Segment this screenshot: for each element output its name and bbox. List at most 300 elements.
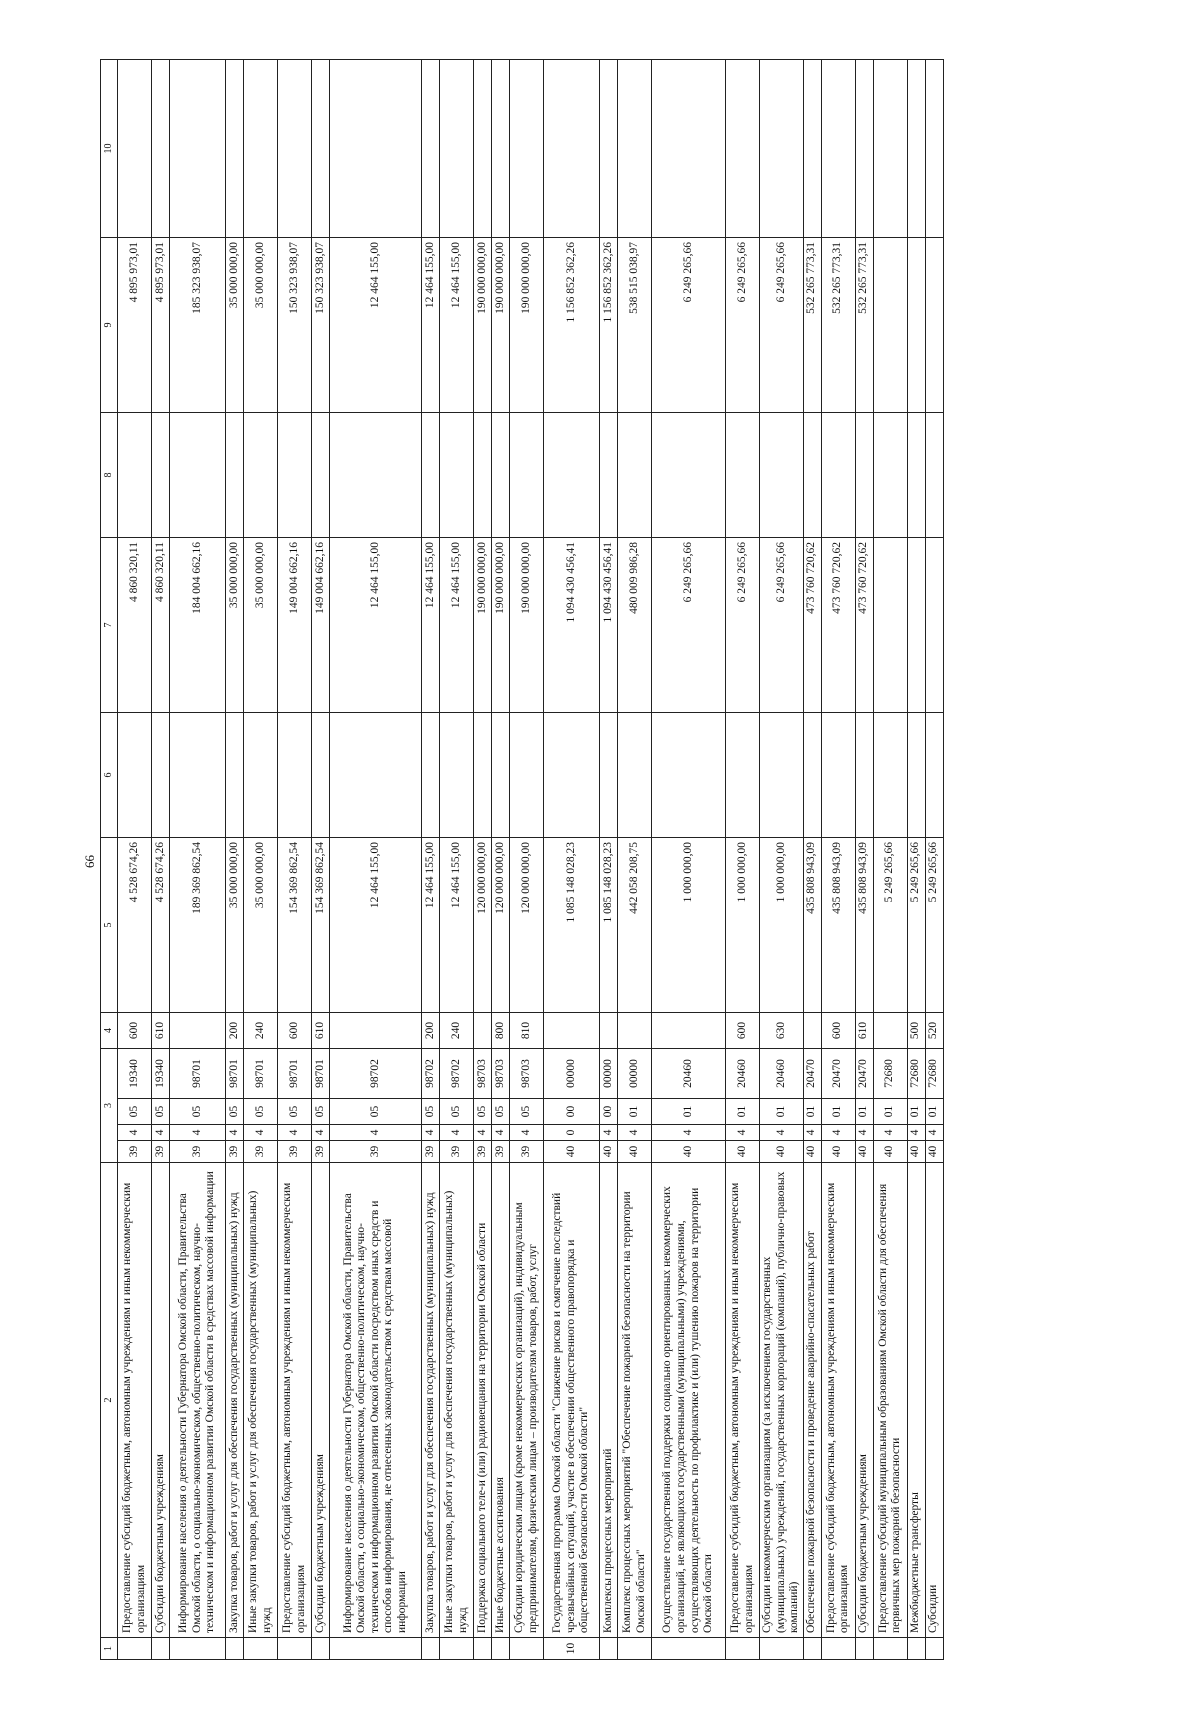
amount-col9: 4 895 973,01 bbox=[118, 238, 152, 413]
amount-col7: 1 094 430 456,41 bbox=[544, 538, 600, 713]
code-subprogram: 05 bbox=[278, 1099, 312, 1125]
row-name: Иные закупки товаров, работ и услуг для обеспечения государственных (муниципальных) нужд bbox=[440, 1163, 474, 1638]
amount-col5: 5 249 265,66 bbox=[873, 838, 907, 1013]
code-subprogram: 05 bbox=[244, 1099, 278, 1125]
row-number bbox=[474, 1638, 492, 1660]
code-type: 4 bbox=[312, 1125, 330, 1141]
code-subprogram: 05 bbox=[510, 1099, 544, 1125]
code-subprogram: 01 bbox=[652, 1099, 726, 1125]
code-type: 4 bbox=[422, 1125, 440, 1141]
row-name: Информирование населения о деятельности Губернатора Омской области, Правительства Омской области, о социально-экономическом, общественно-политическом, научно-техническом и информационном развитии Омской области посредством иных средств и способов информирования, не отнесенных законодательством к средствам массовой информации bbox=[330, 1163, 422, 1638]
header-cell: 10 bbox=[101, 60, 118, 238]
amount-col6 bbox=[873, 713, 907, 838]
amount-col10 bbox=[278, 60, 312, 238]
budget-table bbox=[100, 59, 944, 1660]
row-name: Субсидии bbox=[925, 1163, 943, 1638]
row-name: Закупка товаров, работ и услуг для обеспечения государственных (муниципальных) нужд bbox=[226, 1163, 244, 1638]
amount-col10 bbox=[474, 60, 492, 238]
amount-col7: 473 760 720,62 bbox=[803, 538, 821, 713]
amount-col8 bbox=[422, 413, 440, 538]
row-number bbox=[440, 1638, 474, 1660]
row-name: Предоставление субсидий бюджетным, автономным учреждениям и иным некоммерческим организациям bbox=[118, 1163, 152, 1638]
table-row bbox=[170, 60, 226, 1660]
table-body bbox=[101, 60, 944, 1660]
amount-col9: 150 323 938,07 bbox=[312, 238, 330, 413]
amount-col10 bbox=[226, 60, 244, 238]
table-row bbox=[855, 60, 873, 1660]
amount-col6 bbox=[726, 713, 760, 838]
amount-col10 bbox=[118, 60, 152, 238]
row-name: Субсидии юридическим лицам (кроме некоммерческих организаций), индивидуальным предпринимателям, физическим лицам – производителям товаров, работ, услуг bbox=[510, 1163, 544, 1638]
row-name: Обеспечение пожарной безопасности и проведение аварийно-спасательных работ bbox=[803, 1163, 821, 1638]
code-program: 39 bbox=[226, 1141, 244, 1163]
amount-col7: 149 004 662,16 bbox=[278, 538, 312, 713]
amount-col9: 532 265 773,31 bbox=[821, 238, 855, 413]
code-type: 4 bbox=[618, 1125, 652, 1141]
amount-col6 bbox=[118, 713, 152, 838]
amount-col7: 190 000 000,00 bbox=[492, 538, 510, 713]
table-row bbox=[510, 60, 544, 1660]
code-type: 4 bbox=[600, 1125, 618, 1141]
amount-col8 bbox=[544, 413, 600, 538]
amount-col7: 12 464 155,00 bbox=[440, 538, 474, 713]
amount-col9: 190 000 000,00 bbox=[492, 238, 510, 413]
amount-col8 bbox=[492, 413, 510, 538]
row-number bbox=[492, 1638, 510, 1660]
code-direction: 98701 bbox=[278, 1049, 312, 1099]
amount-col9: 185 323 938,07 bbox=[170, 238, 226, 413]
code-direction: 98703 bbox=[510, 1049, 544, 1099]
amount-col8 bbox=[907, 413, 925, 538]
code-direction: 98702 bbox=[330, 1049, 422, 1099]
amount-col5: 1 085 148 028,23 bbox=[600, 838, 618, 1013]
amount-col6 bbox=[492, 713, 510, 838]
amount-col9 bbox=[925, 238, 943, 413]
amount-col6 bbox=[544, 713, 600, 838]
amount-col6 bbox=[312, 713, 330, 838]
amount-col5: 120 000 000,00 bbox=[474, 838, 492, 1013]
amount-col5: 35 000 000,00 bbox=[226, 838, 244, 1013]
code-expense-type: 600 bbox=[726, 1013, 760, 1049]
amount-col8 bbox=[330, 413, 422, 538]
row-name: Субсидии бюджетным учреждениям bbox=[152, 1163, 170, 1638]
table-row bbox=[118, 60, 152, 1660]
header-cell: 2 bbox=[101, 1163, 118, 1638]
amount-col8 bbox=[278, 413, 312, 538]
code-type: 4 bbox=[821, 1125, 855, 1141]
code-program: 40 bbox=[760, 1141, 804, 1163]
code-program: 40 bbox=[855, 1141, 873, 1163]
amount-col5: 442 058 208,75 bbox=[618, 838, 652, 1013]
page-number: 66 bbox=[82, 855, 97, 868]
code-direction: 98701 bbox=[170, 1049, 226, 1099]
table-row bbox=[600, 60, 618, 1660]
row-number bbox=[510, 1638, 544, 1660]
amount-col9: 190 000 000,00 bbox=[474, 238, 492, 413]
amount-col9 bbox=[873, 238, 907, 413]
code-type: 4 bbox=[510, 1125, 544, 1141]
budget-table-sheet bbox=[100, 60, 1144, 1660]
code-direction: 00000 bbox=[618, 1049, 652, 1099]
code-type: 4 bbox=[152, 1125, 170, 1141]
code-program: 39 bbox=[422, 1141, 440, 1163]
header-row bbox=[101, 60, 118, 1660]
amount-col10 bbox=[510, 60, 544, 238]
code-expense-type: 610 bbox=[855, 1013, 873, 1049]
row-number bbox=[726, 1638, 760, 1660]
code-type: 4 bbox=[925, 1125, 943, 1141]
code-program: 39 bbox=[170, 1141, 226, 1163]
amount-col10 bbox=[170, 60, 226, 238]
amount-col10 bbox=[440, 60, 474, 238]
amount-col10 bbox=[600, 60, 618, 238]
row-number bbox=[855, 1638, 873, 1660]
code-expense-type bbox=[474, 1013, 492, 1049]
amount-col5: 120 000 000,00 bbox=[492, 838, 510, 1013]
code-direction: 98703 bbox=[492, 1049, 510, 1099]
amount-col9: 12 464 155,00 bbox=[440, 238, 474, 413]
code-subprogram: 01 bbox=[873, 1099, 907, 1125]
amount-col5: 5 249 265,66 bbox=[925, 838, 943, 1013]
header-cell: 3 bbox=[101, 1049, 118, 1163]
code-direction: 20460 bbox=[726, 1049, 760, 1099]
row-number bbox=[600, 1638, 618, 1660]
amount-col7: 12 464 155,00 bbox=[330, 538, 422, 713]
code-expense-type: 600 bbox=[278, 1013, 312, 1049]
code-direction: 19340 bbox=[118, 1049, 152, 1099]
code-subprogram: 05 bbox=[170, 1099, 226, 1125]
amount-col8 bbox=[152, 413, 170, 538]
row-number bbox=[226, 1638, 244, 1660]
amount-col9: 532 265 773,31 bbox=[803, 238, 821, 413]
code-expense-type: 610 bbox=[152, 1013, 170, 1049]
row-name: Субсидии бюджетным учреждениям bbox=[312, 1163, 330, 1638]
amount-col8 bbox=[726, 413, 760, 538]
code-subprogram: 01 bbox=[925, 1099, 943, 1125]
code-direction: 20460 bbox=[652, 1049, 726, 1099]
code-expense-type bbox=[330, 1013, 422, 1049]
table-row bbox=[821, 60, 855, 1660]
code-subprogram: 05 bbox=[474, 1099, 492, 1125]
amount-col6 bbox=[618, 713, 652, 838]
code-type: 4 bbox=[244, 1125, 278, 1141]
row-name: Закупка товаров, работ и услуг для обеспечения государственных (муниципальных) нужд bbox=[422, 1163, 440, 1638]
amount-col7: 184 004 662,16 bbox=[170, 538, 226, 713]
amount-col7: 473 760 720,62 bbox=[821, 538, 855, 713]
code-subprogram: 05 bbox=[152, 1099, 170, 1125]
row-number bbox=[652, 1638, 726, 1660]
table-row bbox=[873, 60, 907, 1660]
table-row bbox=[474, 60, 492, 1660]
row-name: Осуществление государственной поддержки социально ориентированных некоммерческих организаций, не являющихся государственными (муниципальными) учреждениями, осуществляющих деятельность по профилактике и (или) тушению пожаров на территории Омской области bbox=[652, 1163, 726, 1638]
code-direction: 20460 bbox=[760, 1049, 804, 1099]
amount-col10 bbox=[873, 60, 907, 238]
code-subprogram: 05 bbox=[312, 1099, 330, 1125]
amount-col6 bbox=[330, 713, 422, 838]
code-type: 4 bbox=[492, 1125, 510, 1141]
amount-col8 bbox=[925, 413, 943, 538]
code-type: 4 bbox=[226, 1125, 244, 1141]
row-name: Предоставление субсидий муниципальным образованиям Омской области для обеспечения первичных мер пожарной безопасности bbox=[873, 1163, 907, 1638]
amount-col8 bbox=[803, 413, 821, 538]
amount-col5: 154 369 862,54 bbox=[312, 838, 330, 1013]
code-program: 40 bbox=[803, 1141, 821, 1163]
amount-col6 bbox=[760, 713, 804, 838]
amount-col7: 4 860 320,11 bbox=[152, 538, 170, 713]
amount-col9: 1 156 852 362,26 bbox=[544, 238, 600, 413]
code-expense-type: 200 bbox=[226, 1013, 244, 1049]
code-subprogram: 01 bbox=[803, 1099, 821, 1125]
amount-col9: 538 515 038,97 bbox=[618, 238, 652, 413]
amount-col6 bbox=[803, 713, 821, 838]
code-subprogram: 05 bbox=[118, 1099, 152, 1125]
amount-col10 bbox=[907, 60, 925, 238]
table-row bbox=[618, 60, 652, 1660]
amount-col10 bbox=[244, 60, 278, 238]
code-program: 40 bbox=[600, 1141, 618, 1163]
code-direction: 98702 bbox=[440, 1049, 474, 1099]
code-expense-type: 610 bbox=[312, 1013, 330, 1049]
code-type: 4 bbox=[726, 1125, 760, 1141]
code-expense-type: 240 bbox=[440, 1013, 474, 1049]
amount-col9: 150 323 938,07 bbox=[278, 238, 312, 413]
amount-col9: 1 156 852 362,26 bbox=[600, 238, 618, 413]
amount-col5: 1 085 148 028,23 bbox=[544, 838, 600, 1013]
amount-col8 bbox=[510, 413, 544, 538]
amount-col10 bbox=[330, 60, 422, 238]
header-cell: 5 bbox=[101, 838, 118, 1013]
amount-col8 bbox=[440, 413, 474, 538]
amount-col6 bbox=[600, 713, 618, 838]
amount-col7: 35 000 000,00 bbox=[244, 538, 278, 713]
code-program: 39 bbox=[440, 1141, 474, 1163]
table-row bbox=[312, 60, 330, 1660]
amount-col5: 1 000 000,00 bbox=[760, 838, 804, 1013]
amount-col5: 435 808 943,09 bbox=[803, 838, 821, 1013]
amount-col5: 4 528 674,26 bbox=[118, 838, 152, 1013]
amount-col6 bbox=[244, 713, 278, 838]
code-subprogram: 01 bbox=[821, 1099, 855, 1125]
amount-col5: 35 000 000,00 bbox=[244, 838, 278, 1013]
amount-col5: 12 464 155,00 bbox=[440, 838, 474, 1013]
table-row bbox=[422, 60, 440, 1660]
code-direction: 20470 bbox=[821, 1049, 855, 1099]
amount-col8 bbox=[118, 413, 152, 538]
row-number bbox=[312, 1638, 330, 1660]
row-number bbox=[760, 1638, 804, 1660]
row-name: Предоставление субсидий бюджетным, автономным учреждениям и иным некоммерческим организациям bbox=[726, 1163, 760, 1638]
amount-col7: 6 249 265,66 bbox=[726, 538, 760, 713]
amount-col6 bbox=[925, 713, 943, 838]
row-name: Иные бюджетные ассигнования bbox=[492, 1163, 510, 1638]
row-name: Комплексы процессных мероприятий bbox=[600, 1163, 618, 1638]
amount-col7 bbox=[907, 538, 925, 713]
row-number bbox=[803, 1638, 821, 1660]
table-row bbox=[803, 60, 821, 1660]
amount-col6 bbox=[855, 713, 873, 838]
code-type: 4 bbox=[440, 1125, 474, 1141]
code-program: 40 bbox=[907, 1141, 925, 1163]
amount-col10 bbox=[618, 60, 652, 238]
table-row bbox=[760, 60, 804, 1660]
amount-col6 bbox=[226, 713, 244, 838]
amount-col9 bbox=[907, 238, 925, 413]
amount-col6 bbox=[821, 713, 855, 838]
code-program: 40 bbox=[544, 1141, 600, 1163]
row-number bbox=[278, 1638, 312, 1660]
code-program: 40 bbox=[925, 1141, 943, 1163]
code-type: 0 bbox=[544, 1125, 600, 1141]
row-name: Межбюджетные трансферты bbox=[907, 1163, 925, 1638]
amount-col10 bbox=[726, 60, 760, 238]
code-direction: 00000 bbox=[600, 1049, 618, 1099]
amount-col9: 35 000 000,00 bbox=[244, 238, 278, 413]
code-type: 4 bbox=[330, 1125, 422, 1141]
amount-col5: 12 464 155,00 bbox=[422, 838, 440, 1013]
row-number bbox=[170, 1638, 226, 1660]
amount-col8 bbox=[170, 413, 226, 538]
table-row bbox=[330, 60, 422, 1660]
amount-col7: 1 094 430 456,41 bbox=[600, 538, 618, 713]
amount-col10 bbox=[925, 60, 943, 238]
row-name: Субсидии бюджетным учреждениям bbox=[855, 1163, 873, 1638]
amount-col7: 6 249 265,66 bbox=[652, 538, 726, 713]
code-program: 40 bbox=[821, 1141, 855, 1163]
header-cell: 1 bbox=[101, 1638, 118, 1660]
code-subprogram: 01 bbox=[855, 1099, 873, 1125]
code-program: 39 bbox=[474, 1141, 492, 1163]
amount-col8 bbox=[244, 413, 278, 538]
amount-col9: 6 249 265,66 bbox=[726, 238, 760, 413]
amount-col5: 435 808 943,09 bbox=[821, 838, 855, 1013]
code-program: 39 bbox=[492, 1141, 510, 1163]
row-number bbox=[422, 1638, 440, 1660]
code-subprogram: 01 bbox=[907, 1099, 925, 1125]
header-cell: 9 bbox=[101, 238, 118, 413]
code-program: 39 bbox=[330, 1141, 422, 1163]
amount-col8 bbox=[226, 413, 244, 538]
row-name: Комплекс процессных мероприятий "Обеспечение пожарной безопасности на территории Омской области" bbox=[618, 1163, 652, 1638]
amount-col9: 190 000 000,00 bbox=[510, 238, 544, 413]
code-type: 4 bbox=[803, 1125, 821, 1141]
code-expense-type: 520 bbox=[925, 1013, 943, 1049]
code-type: 4 bbox=[474, 1125, 492, 1141]
code-type: 4 bbox=[278, 1125, 312, 1141]
amount-col9: 6 249 265,66 bbox=[652, 238, 726, 413]
code-expense-type bbox=[170, 1013, 226, 1049]
amount-col7: 6 249 265,66 bbox=[760, 538, 804, 713]
amount-col10 bbox=[152, 60, 170, 238]
amount-col9: 35 000 000,00 bbox=[226, 238, 244, 413]
amount-col8 bbox=[474, 413, 492, 538]
row-name: Предоставление субсидий бюджетным, автономным учреждениям и иным некоммерческим организациям bbox=[821, 1163, 855, 1638]
amount-col5: 154 369 862,54 bbox=[278, 838, 312, 1013]
code-expense-type bbox=[873, 1013, 907, 1049]
code-subprogram: 05 bbox=[422, 1099, 440, 1125]
code-subprogram: 05 bbox=[226, 1099, 244, 1125]
code-expense-type: 630 bbox=[760, 1013, 804, 1049]
amount-col6 bbox=[278, 713, 312, 838]
amount-col8 bbox=[312, 413, 330, 538]
amount-col6 bbox=[474, 713, 492, 838]
table-row bbox=[152, 60, 170, 1660]
amount-col9: 6 249 265,66 bbox=[760, 238, 804, 413]
code-expense-type: 600 bbox=[118, 1013, 152, 1049]
amount-col8 bbox=[618, 413, 652, 538]
amount-col9: 12 464 155,00 bbox=[330, 238, 422, 413]
amount-col5: 4 528 674,26 bbox=[152, 838, 170, 1013]
code-direction: 20470 bbox=[803, 1049, 821, 1099]
amount-col7: 35 000 000,00 bbox=[226, 538, 244, 713]
code-subprogram: 05 bbox=[330, 1099, 422, 1125]
amount-col9: 12 464 155,00 bbox=[422, 238, 440, 413]
amount-col8 bbox=[821, 413, 855, 538]
amount-col6 bbox=[652, 713, 726, 838]
code-subprogram: 00 bbox=[544, 1099, 600, 1125]
amount-col10 bbox=[652, 60, 726, 238]
amount-col5: 5 249 265,66 bbox=[907, 838, 925, 1013]
row-name: Предоставление субсидий бюджетным, автономным учреждениям и иным некоммерческим организациям bbox=[278, 1163, 312, 1638]
amount-col10 bbox=[803, 60, 821, 238]
code-subprogram: 00 bbox=[600, 1099, 618, 1125]
code-program: 39 bbox=[152, 1141, 170, 1163]
code-direction: 72680 bbox=[925, 1049, 943, 1099]
row-name: Информирование населения о деятельности Губернатора Омской области, Правительства Омской области, о социально-экономическом, общественно-политическом, научно-техническом и информационном развитии Омской области в средствах массовой информации bbox=[170, 1163, 226, 1638]
row-number bbox=[118, 1638, 152, 1660]
amount-col7: 149 004 662,16 bbox=[312, 538, 330, 713]
code-subprogram: 01 bbox=[618, 1099, 652, 1125]
amount-col5: 435 808 943,09 bbox=[855, 838, 873, 1013]
code-expense-type bbox=[544, 1013, 600, 1049]
amount-col10 bbox=[855, 60, 873, 238]
amount-col5: 189 369 862,54 bbox=[170, 838, 226, 1013]
code-program: 39 bbox=[510, 1141, 544, 1163]
amount-col7: 190 000 000,00 bbox=[474, 538, 492, 713]
row-number bbox=[330, 1638, 422, 1660]
code-expense-type bbox=[618, 1013, 652, 1049]
amount-col7: 4 860 320,11 bbox=[118, 538, 152, 713]
code-direction: 19340 bbox=[152, 1049, 170, 1099]
code-subprogram: 05 bbox=[492, 1099, 510, 1125]
table-row bbox=[925, 60, 943, 1660]
code-direction: 00000 bbox=[544, 1049, 600, 1099]
code-program: 39 bbox=[312, 1141, 330, 1163]
amount-col7: 190 000 000,00 bbox=[510, 538, 544, 713]
amount-col7: 473 760 720,62 bbox=[855, 538, 873, 713]
table-row bbox=[726, 60, 760, 1660]
header-cell: 4 bbox=[101, 1013, 118, 1049]
amount-col5: 12 464 155,00 bbox=[330, 838, 422, 1013]
code-expense-type bbox=[652, 1013, 726, 1049]
amount-col5: 1 000 000,00 bbox=[652, 838, 726, 1013]
amount-col6 bbox=[510, 713, 544, 838]
amount-col8 bbox=[760, 413, 804, 538]
code-expense-type bbox=[803, 1013, 821, 1049]
code-subprogram: 05 bbox=[440, 1099, 474, 1125]
code-direction: 98701 bbox=[226, 1049, 244, 1099]
amount-col10 bbox=[312, 60, 330, 238]
code-direction: 72680 bbox=[907, 1049, 925, 1099]
code-program: 40 bbox=[726, 1141, 760, 1163]
code-program: 40 bbox=[873, 1141, 907, 1163]
code-type: 4 bbox=[652, 1125, 726, 1141]
code-type: 4 bbox=[873, 1125, 907, 1141]
amount-col6 bbox=[422, 713, 440, 838]
table-row bbox=[226, 60, 244, 1660]
code-direction: 72680 bbox=[873, 1049, 907, 1099]
table-row bbox=[907, 60, 925, 1660]
code-expense-type: 600 bbox=[821, 1013, 855, 1049]
